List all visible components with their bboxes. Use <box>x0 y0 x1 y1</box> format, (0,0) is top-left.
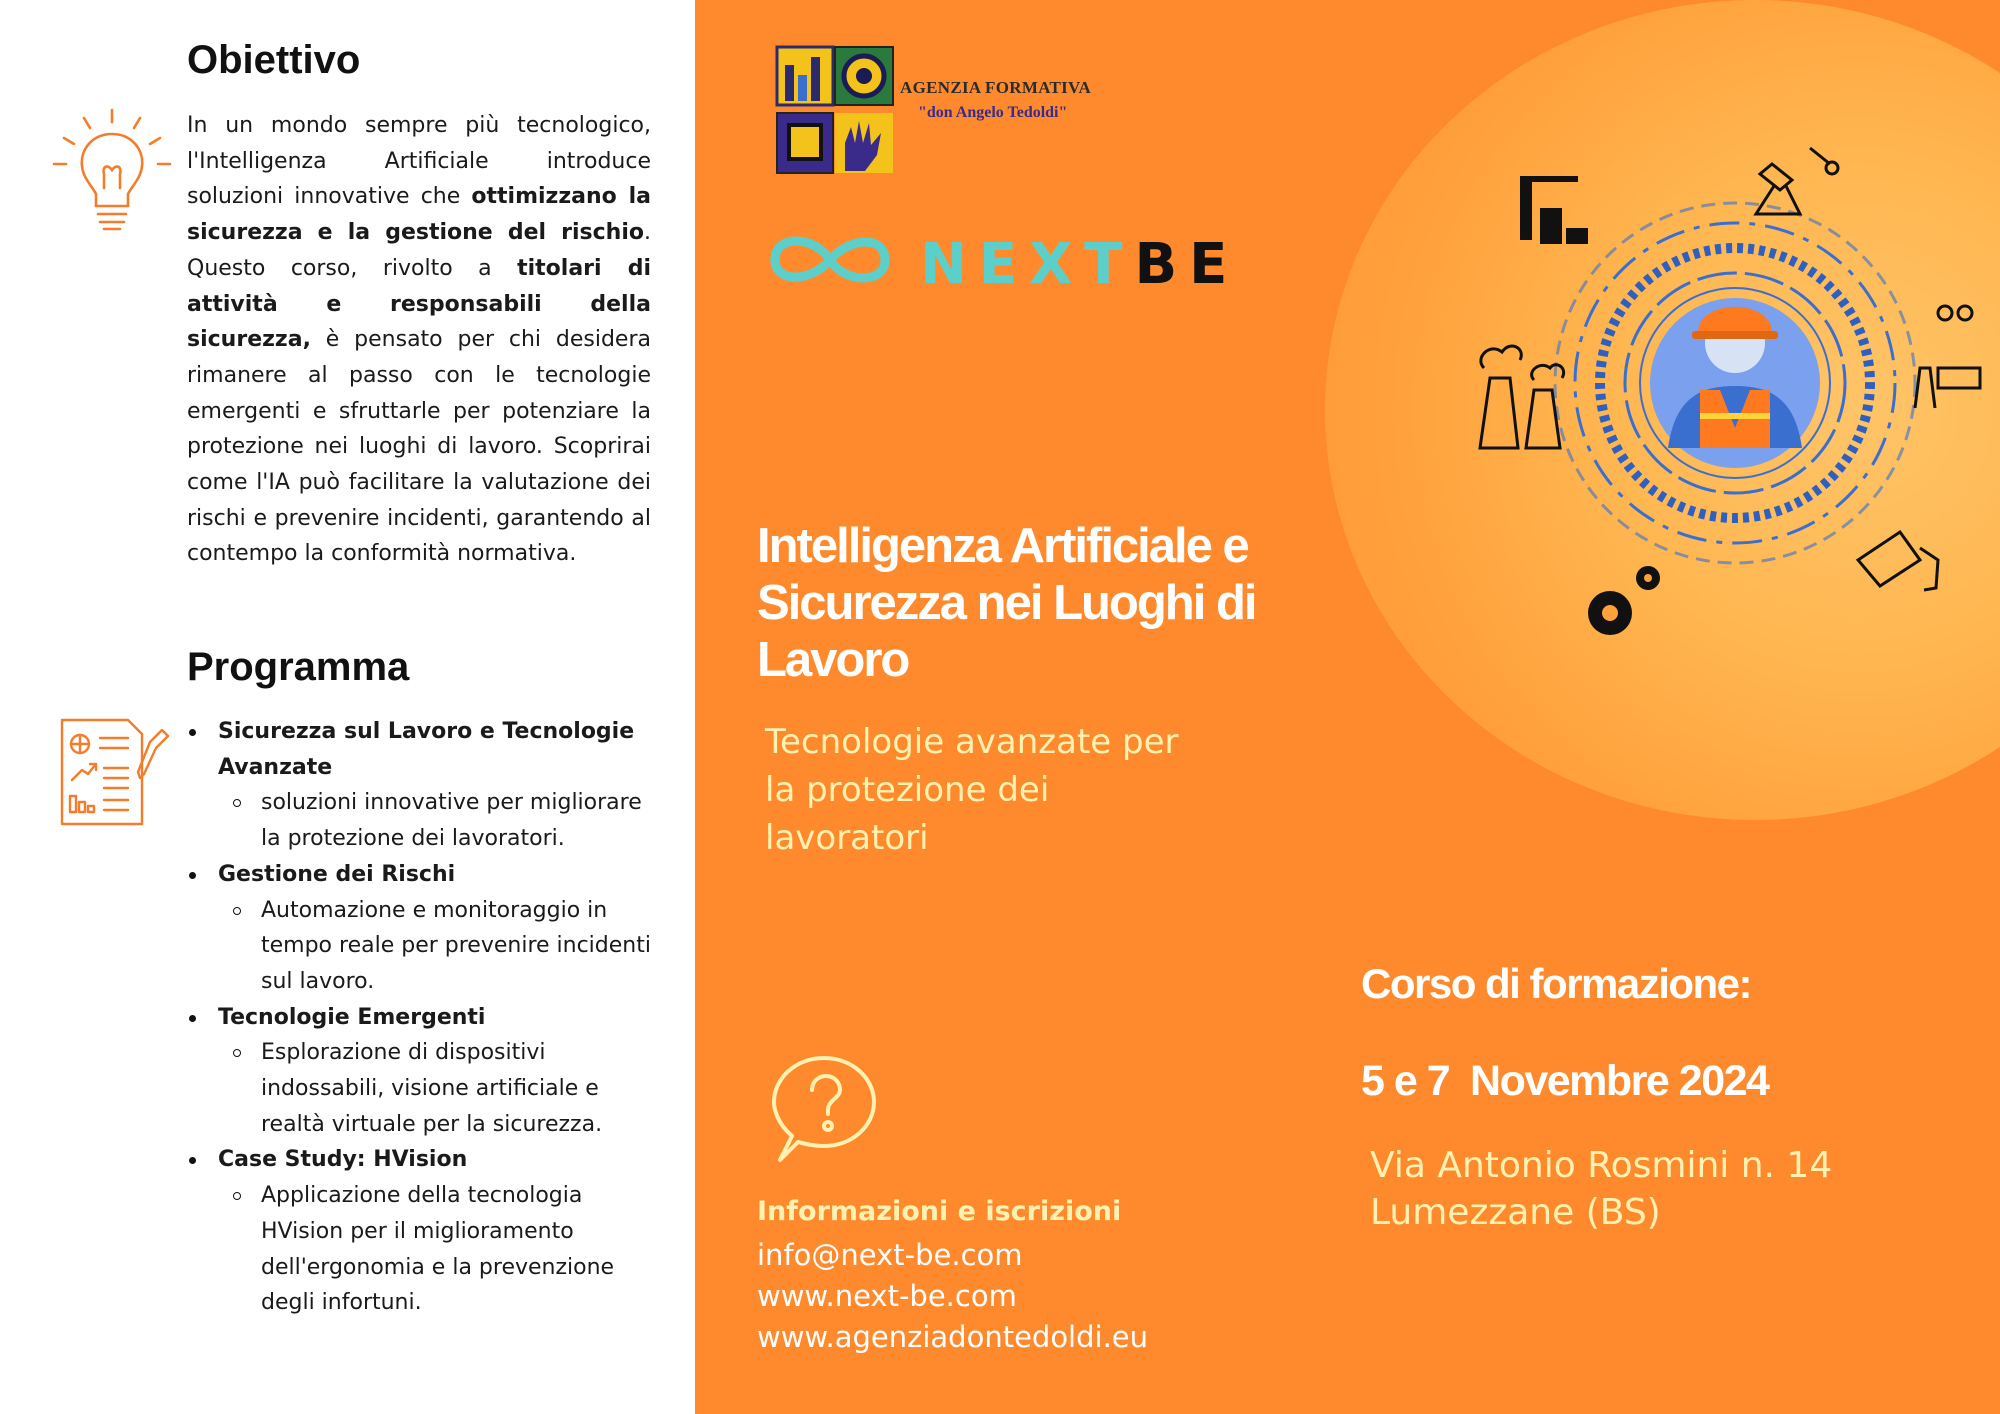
objective-heading: Obiettivo <box>187 38 361 82</box>
info-email-link[interactable]: info@next-be.com <box>757 1238 1023 1272</box>
program-item-title: Gestione dei Rischi <box>187 857 657 893</box>
course-subtitle: Tecnologie avanzate per la protezione dei lavoratori <box>765 722 1179 858</box>
objective-bold-2: titolari di attività e responsabili della sicurezza, <box>187 255 651 353</box>
agency-name: AGENZIA FORMATIVA <box>900 78 1092 97</box>
nextbe-word-teal: NEXT <box>920 232 1135 297</box>
program-item-detail: Automazione e monitoraggio in tempo reale per prevenire incidenti sul lavoro. <box>187 893 657 1000</box>
address-line-1: Via Antonio Rosmini n. 14 <box>1370 1145 1833 1186</box>
program-list <box>187 714 657 1321</box>
course-dates: 5 e 7 Novembre 2024 <box>1361 1057 1769 1105</box>
agency-logo <box>773 43 898 178</box>
address-line-2: Lumezzane (BS) <box>1370 1192 1661 1233</box>
program-item-detail: Esplorazione di dispositivi indossabili, visione artificiale e realtà virtuale per la sicurezza. <box>187 1035 657 1142</box>
objective-text-2: . Questo corso, rivolto a <box>187 220 651 281</box>
program-item-title: Case Study: HVision <box>187 1142 657 1178</box>
objective-paragraph <box>187 108 651 572</box>
lightbulb-icon <box>52 108 172 236</box>
nextbe-word-dark: BE <box>1134 232 1240 297</box>
info-heading: Informazioni e iscrizioni <box>757 1196 1122 1227</box>
program-heading: Programma <box>187 645 410 689</box>
nextbe-wordmark <box>920 232 1239 297</box>
info-website-link[interactable]: www.next-be.com <box>757 1279 1017 1313</box>
agency-subtitle: "don Angelo Tedoldi" <box>918 104 1068 121</box>
program-item-detail: soluzioni innovative per migliorare la protezione dei lavoratori. <box>187 785 657 856</box>
program-item-title: Sicurezza sul Lavoro e Tecnologie Avanzate <box>187 714 657 785</box>
program-item-title: Tecnologie Emergenti <box>187 1000 657 1036</box>
report-icon <box>58 716 170 828</box>
course-label: Corso di formazione: <box>1361 960 1752 1007</box>
objective-text-1: In un mondo sempre più tecnologico, l'Intelligenza Artificiale introduce soluzioni innovative che <box>187 113 651 210</box>
safety-worker-illustration <box>1460 128 2000 668</box>
info-agency-website-link[interactable]: www.agenziadontedoldi.eu <box>757 1320 1149 1354</box>
nextbe-infinity-icon <box>765 228 895 292</box>
objective-bold-1: ottimizzano la sicurezza e la gestione del rischio <box>187 184 651 246</box>
left-panel <box>0 0 695 1414</box>
program-item-detail: Applicazione della tecnologia HVision per il miglioramento dell'ergonomia e la prevenzione degli infortuni. <box>187 1178 657 1321</box>
question-bubble-icon <box>758 1052 882 1174</box>
course-title: Intelligenza Artificiale e Sicurezza nei Luoghi di Lavoro <box>757 519 1256 687</box>
course-address <box>1370 1142 1832 1236</box>
objective-text-3: è pensato per chi desidera rimanere al passo con le tecnologie emergenti e sfruttarle per potenziare la protezione nei luoghi di lavoro. Scoprirai come l'IA può facilitare la valutazione dei rischi e prevenire incidenti, garantendo al contempo la conformità normativa. <box>187 327 651 567</box>
